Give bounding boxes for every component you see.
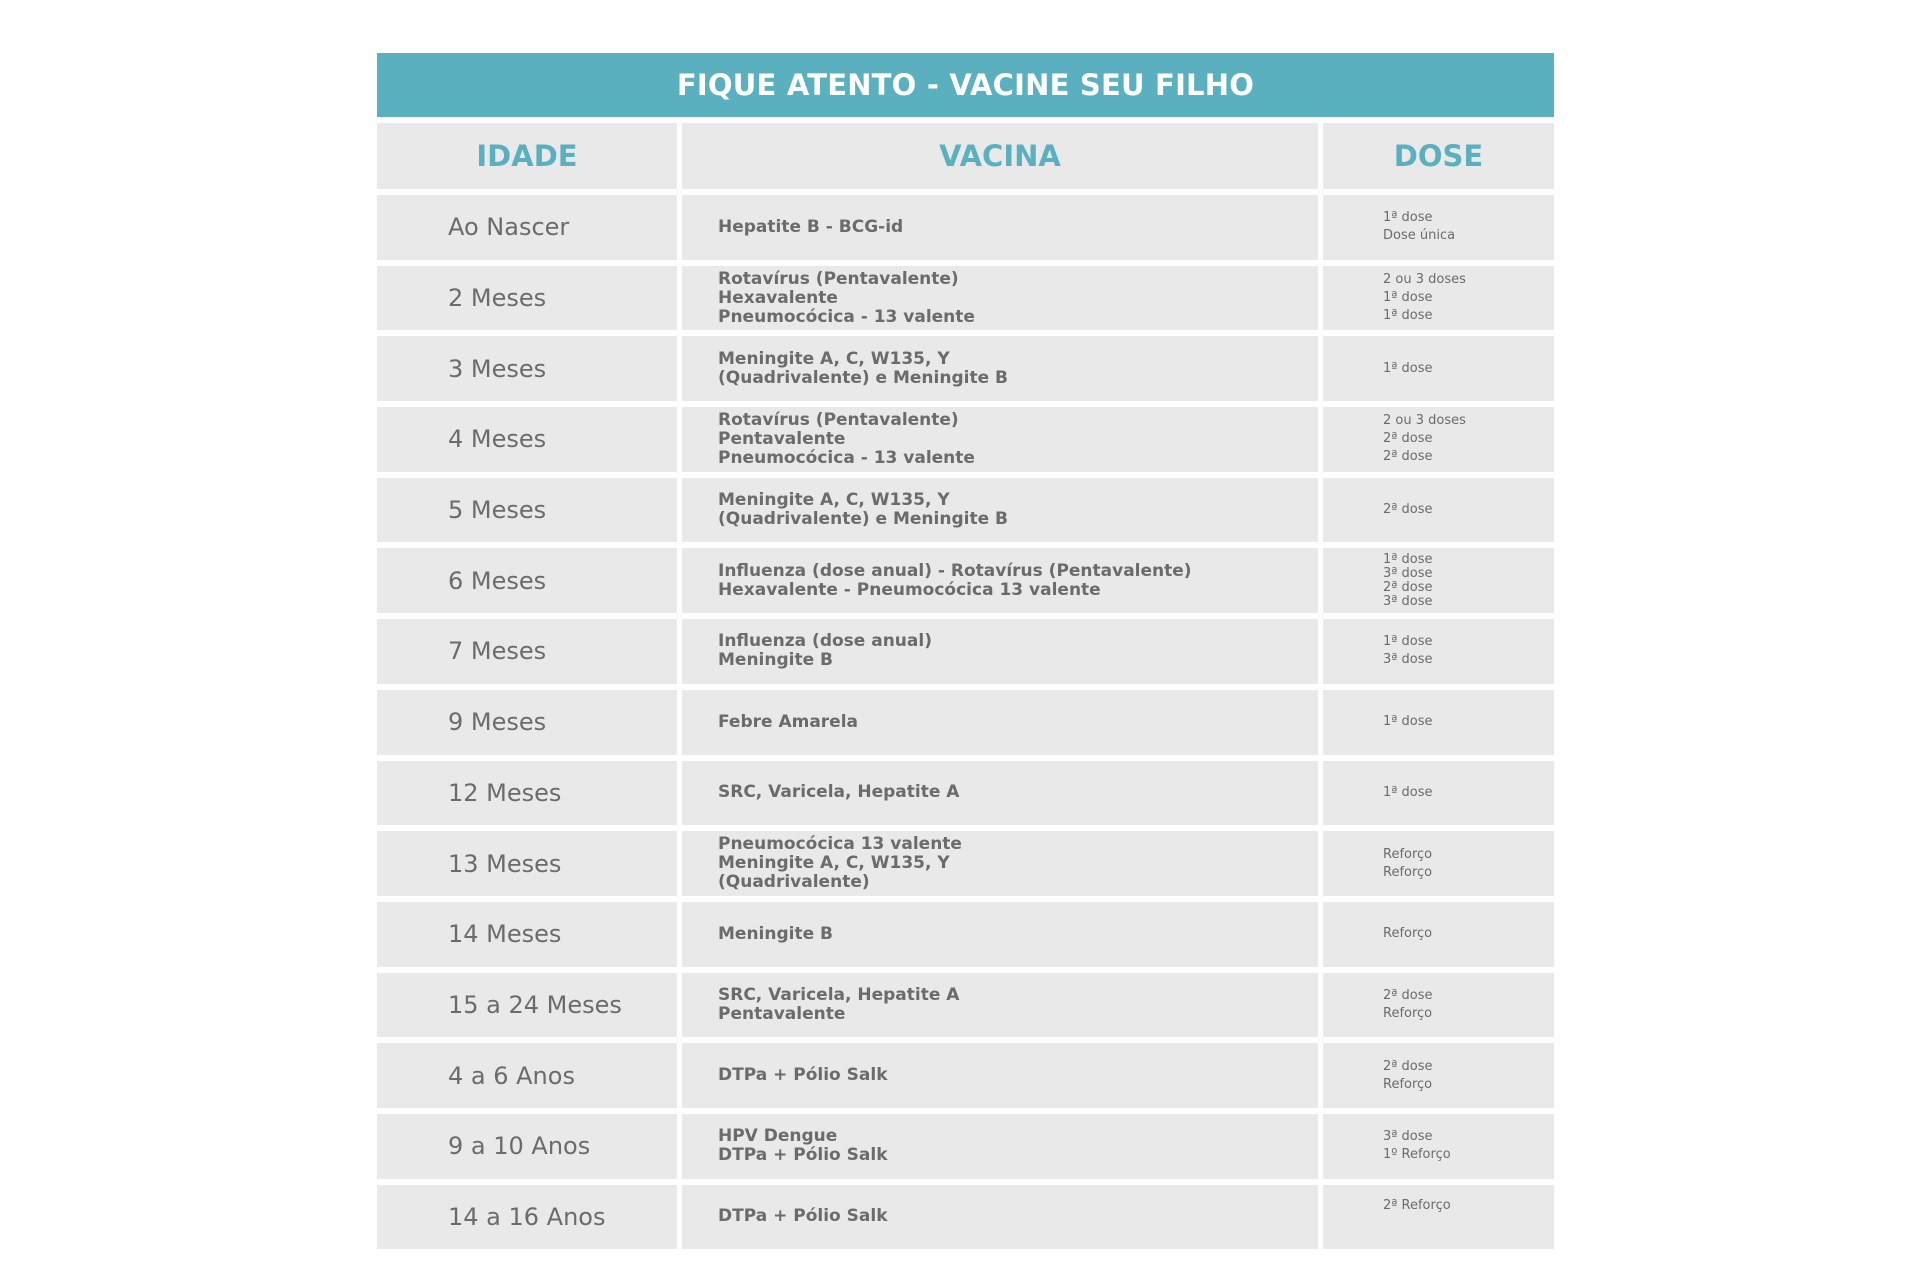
header-age: IDADE — [377, 123, 677, 189]
dose-cell — [1323, 407, 1554, 472]
dose-line: 2ª dose — [1383, 1058, 1433, 1074]
table-row — [377, 902, 1554, 967]
dose-line: 3ª dose — [1383, 1129, 1433, 1145]
age-label: 13 Meses — [448, 849, 562, 878]
age-cell — [377, 336, 677, 401]
dose-line: 1ª dose — [1383, 634, 1433, 650]
vaccine-line: Rotavírus (Pentavalente) — [718, 409, 959, 430]
age-label: 5 Meses — [448, 496, 547, 525]
dose-cell — [1323, 761, 1554, 826]
dose-line: 2ª dose — [1383, 431, 1433, 447]
vaccine-cell — [682, 831, 1318, 896]
vaccine-cell — [682, 266, 1318, 331]
vaccine-cell — [682, 1185, 1318, 1250]
age-cell — [377, 619, 677, 684]
vaccine-line: Pentavalente — [718, 1003, 846, 1024]
table-row — [377, 266, 1554, 331]
vaccine-line: HPV Dengue — [718, 1126, 838, 1147]
dose-line: 2ª Reforço — [1383, 1197, 1451, 1213]
vaccine-line: Meningite A, C, W135, Y — [718, 853, 950, 874]
vaccine-line: Hexavalente — [718, 287, 838, 308]
dose-cell — [1323, 690, 1554, 755]
vaccine-line: Influenza (dose anual) - Rotavírus (Pentavalente) — [718, 560, 1192, 581]
dose-cell — [1323, 266, 1554, 331]
dose-line: 2ª dose — [1383, 449, 1433, 465]
dose-line: 3ª dose — [1383, 593, 1433, 609]
header-vaccine: VACINA — [682, 123, 1318, 189]
table-row — [377, 831, 1554, 896]
table-body — [377, 195, 1554, 1249]
vaccine-line: Pneumocócica - 13 valente — [718, 447, 975, 468]
vaccine-line: SRC, Varicela, Hepatite A — [718, 782, 960, 803]
vaccine-line: Meningite B — [718, 650, 834, 671]
vaccine-line: DTPa + Pólio Salk — [718, 1065, 888, 1086]
vaccination-table — [377, 53, 1554, 1249]
age-label: 4 a 6 Anos — [448, 1061, 575, 1090]
vaccine-line: Meningite A, C, W135, Y — [718, 490, 950, 511]
dose-line: 2 ou 3 doses — [1383, 272, 1466, 288]
dose-line: Reforço — [1383, 1005, 1433, 1021]
dose-line: 2 ou 3 doses — [1383, 413, 1466, 429]
vaccine-line: Pneumocócica - 13 valente — [718, 306, 975, 327]
dose-cell — [1323, 619, 1554, 684]
vaccine-cell — [682, 690, 1318, 755]
age-cell — [377, 831, 677, 896]
table-row — [377, 1043, 1554, 1108]
table-row — [377, 548, 1554, 613]
vaccine-cell — [682, 619, 1318, 684]
dose-cell — [1323, 831, 1554, 896]
table-header-row — [377, 123, 1554, 189]
table-row — [377, 1114, 1554, 1179]
age-cell — [377, 1114, 677, 1179]
age-cell — [377, 407, 677, 472]
table-row — [377, 619, 1554, 684]
age-label: 12 Meses — [448, 778, 562, 807]
age-label: Ao Nascer — [448, 213, 570, 242]
table-row — [377, 1185, 1554, 1250]
dose-line: 1ª dose — [1383, 290, 1433, 306]
vaccine-cell — [682, 478, 1318, 543]
vaccine-cell — [682, 902, 1318, 967]
dose-line: 2ª dose — [1383, 579, 1433, 595]
dose-line: 1ª dose — [1383, 210, 1433, 226]
vaccine-cell — [682, 1043, 1318, 1108]
vaccine-line: (Quadrivalente) — [718, 872, 870, 893]
table-row — [377, 761, 1554, 826]
table-row — [377, 973, 1554, 1038]
vaccine-line: Meningite B — [718, 923, 834, 944]
age-label: 15 a 24 Meses — [448, 990, 622, 1019]
age-label: 4 Meses — [448, 425, 547, 454]
dose-line: 2ª dose — [1383, 502, 1433, 518]
vaccine-line: Hepatite B - BCG-id — [718, 216, 904, 237]
vaccine-cell — [682, 548, 1318, 613]
dose-line: 1ª dose — [1383, 714, 1433, 730]
age-cell — [377, 973, 677, 1038]
vaccine-cell — [682, 195, 1318, 260]
table-row — [377, 195, 1554, 260]
age-cell — [377, 902, 677, 967]
dose-cell — [1323, 1114, 1554, 1179]
dose-cell — [1323, 902, 1554, 967]
dose-cell — [1323, 1185, 1554, 1250]
age-label: 2 Meses — [448, 284, 547, 313]
vaccine-line: Febre Amarela — [718, 711, 859, 732]
vaccine-cell — [682, 407, 1318, 472]
dose-cell — [1323, 336, 1554, 401]
age-cell — [377, 690, 677, 755]
dose-line: Reforço — [1383, 1076, 1433, 1092]
age-label: 14 Meses — [448, 920, 562, 949]
dose-line: 1º Reforço — [1383, 1147, 1451, 1163]
dose-line: 3ª dose — [1383, 565, 1433, 581]
vaccine-line: DTPa + Pólio Salk — [718, 1145, 888, 1166]
dose-line: 1ª dose — [1383, 360, 1433, 376]
age-cell — [377, 1185, 677, 1250]
age-label: 14 a 16 Anos — [448, 1202, 606, 1231]
age-cell — [377, 548, 677, 613]
dose-cell — [1323, 973, 1554, 1038]
table-row — [377, 336, 1554, 401]
vaccine-line: Pneumocócica 13 valente — [718, 834, 962, 855]
age-cell — [377, 761, 677, 826]
age-label: 3 Meses — [448, 354, 547, 383]
table-row — [377, 407, 1554, 472]
dose-line: Reforço — [1383, 846, 1433, 862]
table-row — [377, 478, 1554, 543]
vaccine-cell — [682, 1114, 1318, 1179]
age-cell — [377, 478, 677, 543]
dose-cell — [1323, 1043, 1554, 1108]
dose-line: Reforço — [1383, 926, 1433, 942]
dose-line: 3ª dose — [1383, 652, 1433, 668]
vaccine-line: (Quadrivalente) e Meningite B — [718, 367, 1008, 388]
vaccine-line: Influenza (dose anual) — [718, 631, 932, 652]
vaccine-line: Rotavírus (Pentavalente) — [718, 268, 959, 289]
dose-line: 1ª dose — [1383, 308, 1433, 324]
dose-cell — [1323, 195, 1554, 260]
dose-line: 1ª dose — [1383, 784, 1433, 800]
dose-cell — [1323, 478, 1554, 543]
vaccine-line: Meningite A, C, W135, Y — [718, 348, 950, 369]
table-title: FIQUE ATENTO - VACINE SEU FILHO — [377, 53, 1554, 117]
table-row — [377, 690, 1554, 755]
age-label: 9 Meses — [448, 708, 547, 737]
age-cell — [377, 195, 677, 260]
vaccine-line: Pentavalente — [718, 428, 846, 449]
dose-line: 1ª dose — [1383, 551, 1433, 567]
dose-cell — [1323, 548, 1554, 613]
vaccine-cell — [682, 336, 1318, 401]
vaccine-line: DTPa + Pólio Salk — [718, 1206, 888, 1227]
dose-line: 2ª dose — [1383, 987, 1433, 1003]
vaccine-cell — [682, 973, 1318, 1038]
header-dose: DOSE — [1323, 123, 1554, 189]
age-cell — [377, 266, 677, 331]
vaccine-line: SRC, Varicela, Hepatite A — [718, 984, 960, 1005]
age-cell — [377, 1043, 677, 1108]
vaccine-cell — [682, 761, 1318, 826]
dose-line: Dose única — [1383, 228, 1456, 244]
vaccine-line: Hexavalente - Pneumocócica 13 valente — [718, 579, 1101, 600]
age-label: 7 Meses — [448, 637, 547, 666]
dose-line: Reforço — [1383, 864, 1433, 880]
vaccine-line: (Quadrivalente) e Meningite B — [718, 509, 1008, 530]
age-label: 6 Meses — [448, 566, 547, 595]
age-label: 9 a 10 Anos — [448, 1132, 591, 1161]
